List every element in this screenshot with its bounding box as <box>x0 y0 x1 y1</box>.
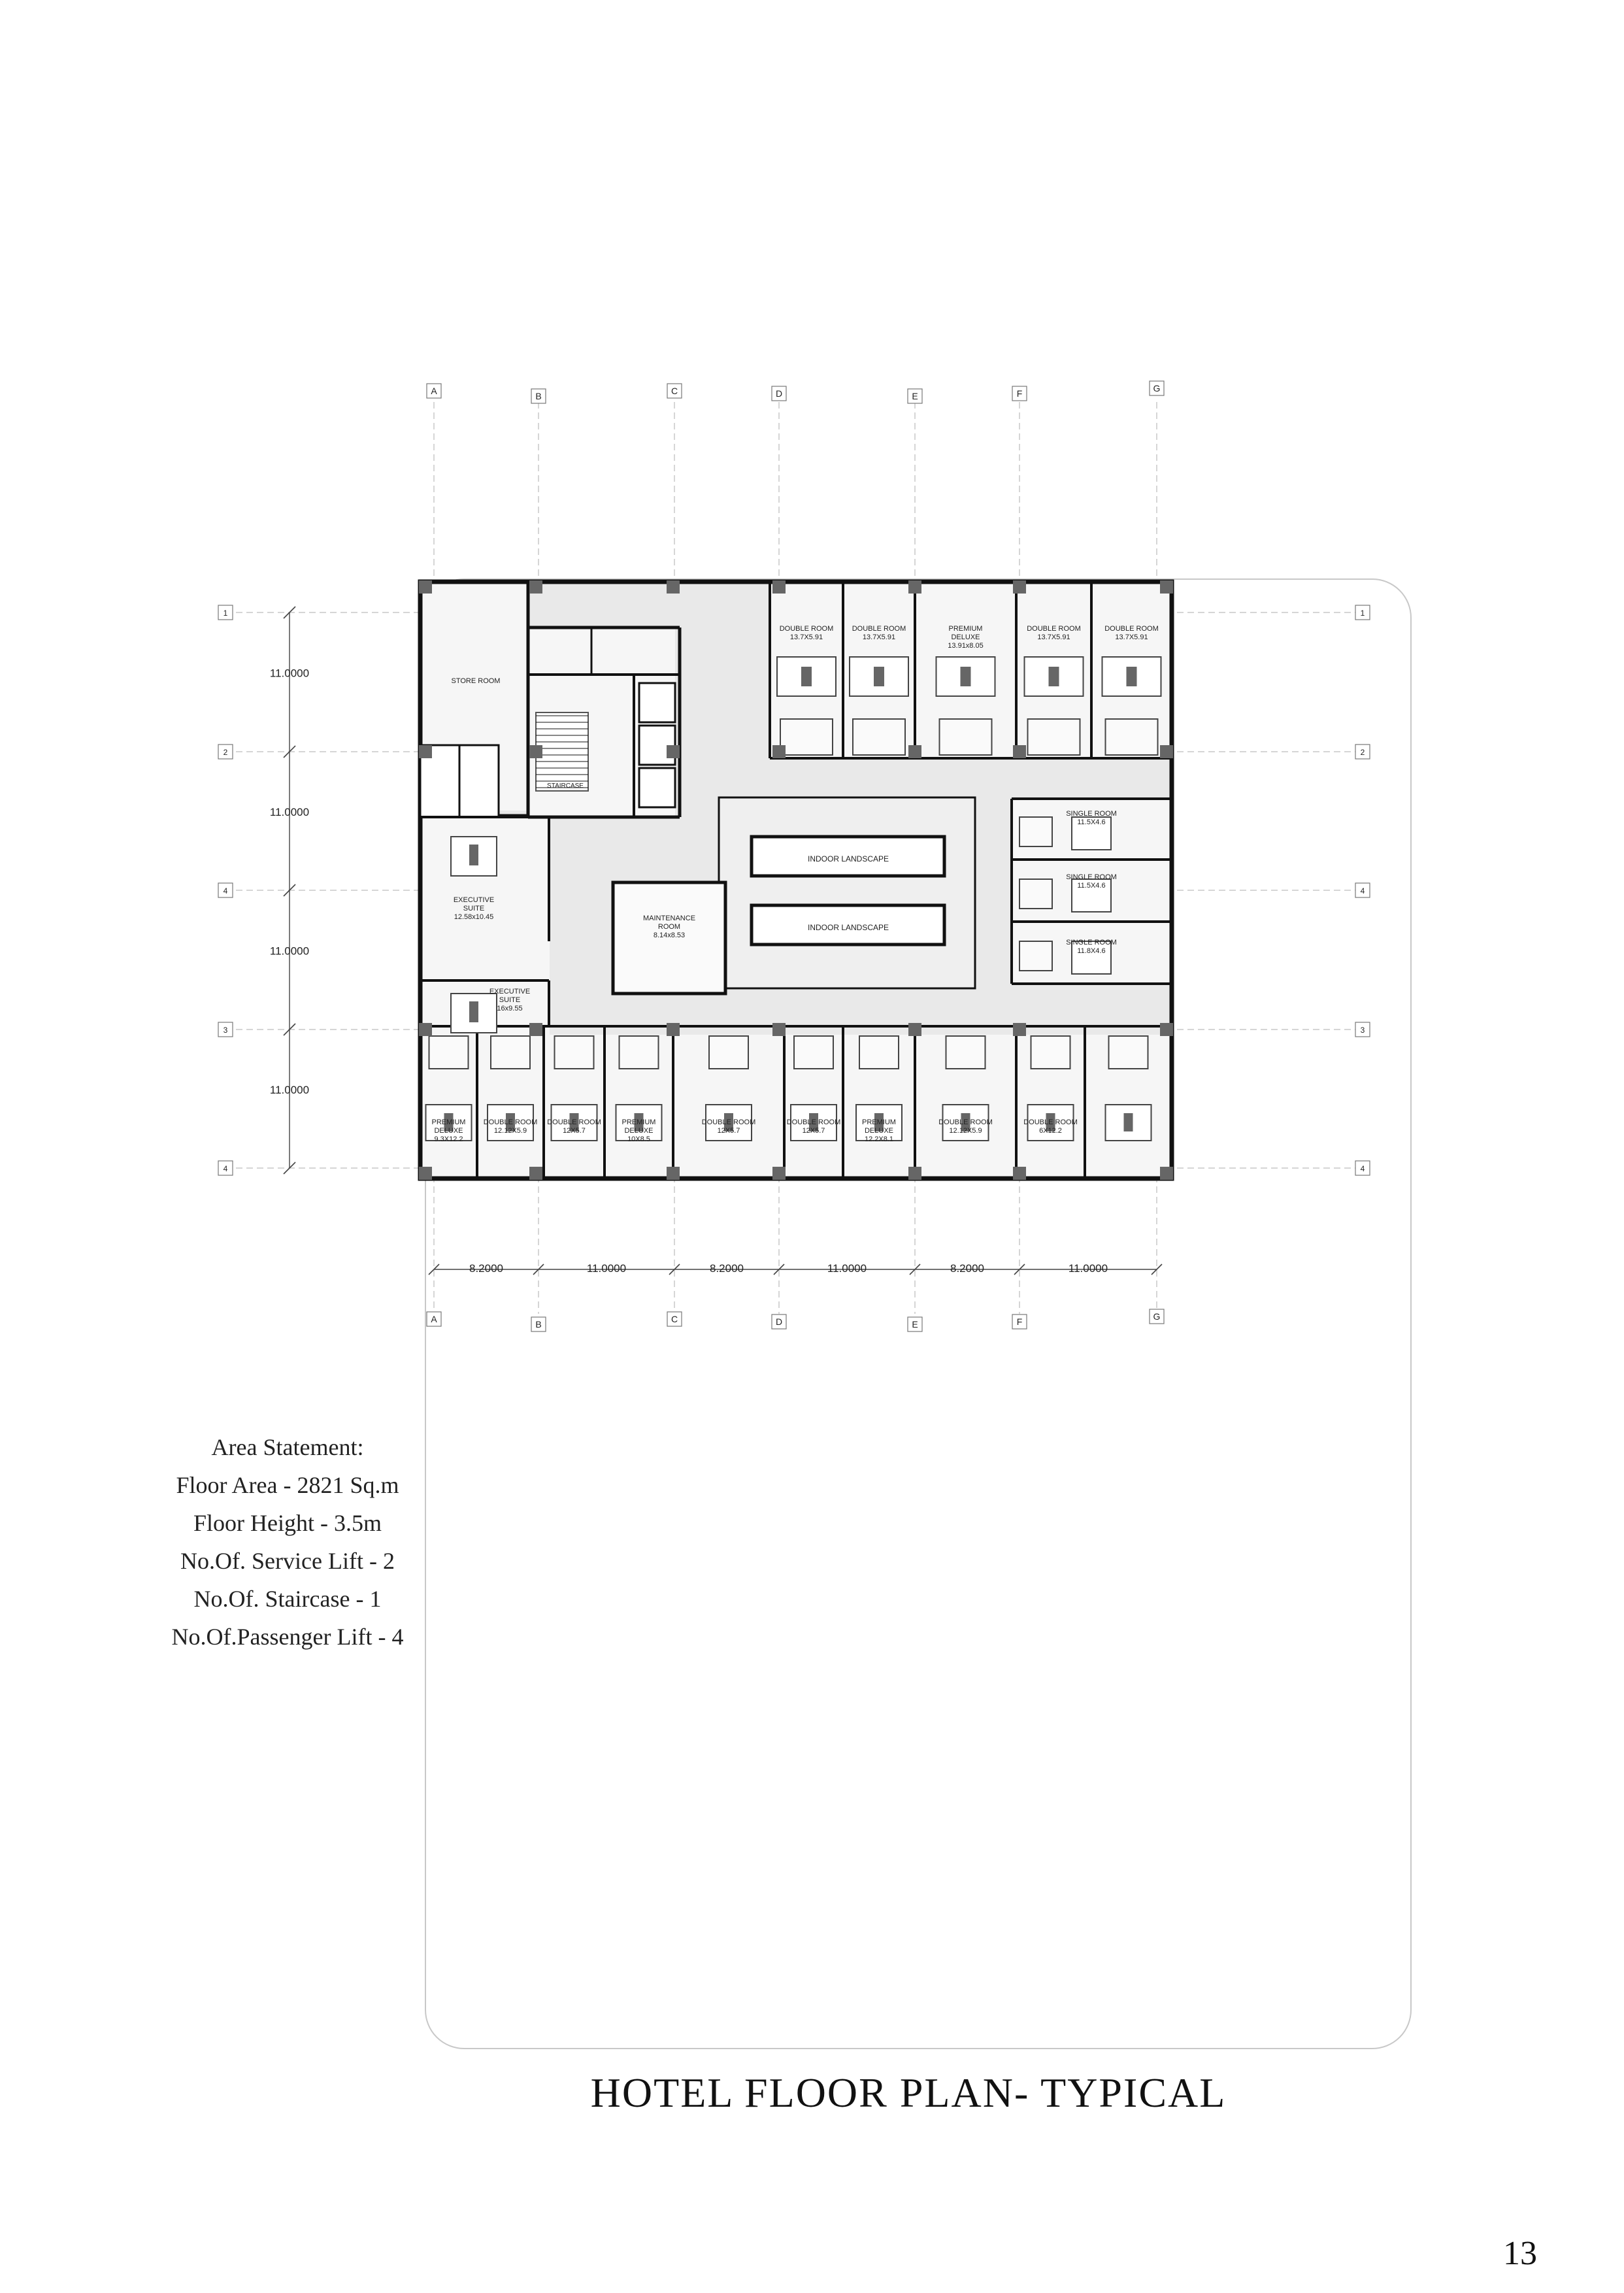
structural-column <box>1160 580 1173 594</box>
service-lift-count: No.Of. Service Lift - 2 <box>180 1548 395 1574</box>
grid-column-label: B <box>535 391 542 401</box>
grid-column-label: F <box>1016 388 1023 399</box>
executive-suite-label: EXECUTIVE <box>489 988 531 996</box>
single-room-label: 11.8X4.6 <box>1077 947 1106 955</box>
bed-pillow <box>1127 667 1137 686</box>
bottom-room-label: 12.2X8.1 <box>864 1135 894 1143</box>
dimension-label: 8.2000 <box>710 1262 744 1275</box>
bed-pillow <box>469 1001 478 1022</box>
bed-pillow <box>874 667 884 686</box>
top-room-label: DOUBLE ROOM <box>1027 625 1081 633</box>
page-number: 13 <box>1503 2235 1537 2272</box>
structural-column <box>1160 1023 1173 1036</box>
dimension-label: 8.2000 <box>950 1262 984 1275</box>
bathroom <box>794 1036 833 1069</box>
bottom-room-label: DOUBLE ROOM <box>786 1118 841 1126</box>
bed-pillow <box>469 845 478 865</box>
bathroom <box>859 1036 899 1069</box>
structural-column <box>667 1023 680 1036</box>
executive-suite-label: SUITE <box>499 996 521 1004</box>
dimension-label: 11.0000 <box>586 1262 627 1275</box>
structural-column <box>419 1023 432 1036</box>
bathroom <box>1028 719 1080 755</box>
executive-suite-label: SUITE <box>463 905 485 912</box>
dimension-label: 8.2000 <box>469 1262 503 1275</box>
grid-column-label: D <box>775 388 783 399</box>
bottom-room-label: DOUBLE ROOM <box>547 1118 601 1126</box>
grid-column-label: A <box>431 1314 437 1324</box>
single-room-label: 11.5X4.6 <box>1077 818 1106 826</box>
grid-column-label: E <box>912 1319 918 1330</box>
structural-column <box>772 1167 786 1180</box>
structural-column <box>419 580 432 594</box>
single-room-label: SINGLE ROOM <box>1066 873 1117 881</box>
floor-height: Floor Height - 3.5m <box>193 1510 382 1536</box>
area-statement-heading: Area Statement: <box>211 1434 364 1460</box>
structural-column <box>772 745 786 758</box>
bed-pillow <box>1124 1113 1133 1131</box>
bathroom <box>555 1036 594 1069</box>
grid-column-label: E <box>912 391 918 401</box>
top-room-label: PREMIUM <box>948 625 983 633</box>
executive-suite-label: 16x9.55 <box>497 1005 523 1013</box>
structural-column <box>529 1167 542 1180</box>
maintenance-room-label: MAINTENANCE <box>642 914 696 922</box>
drawing-title: HOTEL FLOOR PLAN- TYPICAL <box>590 2069 1227 2116</box>
top-room-label: DOUBLE ROOM <box>852 625 906 633</box>
structural-column <box>667 580 680 594</box>
grid-row-label: 3 <box>1360 1026 1365 1035</box>
grid-row-label: 2 <box>223 748 228 757</box>
stair-flight <box>536 712 588 791</box>
top-room-label: DELUXE <box>951 633 980 641</box>
bottom-room-label: PREMIUM <box>621 1118 656 1126</box>
bathroom <box>1109 1036 1148 1069</box>
structural-column <box>772 580 786 594</box>
top-room-label: 13.7X5.91 <box>1115 633 1148 641</box>
dimension-label: 11.0000 <box>269 806 310 818</box>
structural-column <box>1160 1167 1173 1180</box>
bathroom <box>780 719 833 755</box>
bottom-room-label: DOUBLE ROOM <box>701 1118 756 1126</box>
grid-row-label: 4 <box>223 886 228 895</box>
structural-column <box>667 1167 680 1180</box>
floor-area: Floor Area - 2821 Sq.m <box>176 1472 399 1498</box>
structural-column <box>529 580 542 594</box>
structural-column <box>529 1023 542 1036</box>
store-room-label: STORE ROOM <box>451 677 501 685</box>
service-lift <box>459 745 499 817</box>
top-room-label: 13.7X5.91 <box>789 633 823 641</box>
bottom-room-label: DOUBLE ROOM <box>938 1118 993 1126</box>
grid-row-label: 3 <box>223 1026 228 1035</box>
top-room-label: 13.7X5.91 <box>1037 633 1070 641</box>
top-room-label: 13.7X5.91 <box>862 633 896 641</box>
grid-column-label: F <box>1016 1316 1023 1327</box>
bottom-room-label: DOUBLE ROOM <box>1023 1118 1078 1126</box>
structural-column <box>1013 580 1026 594</box>
single-room-label: SINGLE ROOM <box>1066 810 1117 818</box>
dimension-label: 11.0000 <box>1068 1262 1108 1275</box>
bathroom <box>940 719 992 755</box>
bottom-room-label: 12X5.7 <box>717 1127 740 1135</box>
dimension-label: 11.0000 <box>827 1262 867 1275</box>
staircase-count: No.Of. Staircase - 1 <box>193 1586 382 1612</box>
atrium <box>719 797 975 988</box>
grid-column-label: G <box>1153 383 1161 393</box>
passenger-lift-count: No.Of.Passenger Lift - 4 <box>171 1624 404 1650</box>
single-room-label: SINGLE ROOM <box>1066 939 1117 946</box>
grid-row-label: 1 <box>223 609 228 618</box>
bathroom <box>491 1036 530 1069</box>
bathroom <box>853 719 905 755</box>
structural-column <box>1013 1167 1026 1180</box>
grid-column-label: B <box>535 1319 542 1330</box>
structural-column <box>908 580 921 594</box>
bottom-room-label: PREMIUM <box>862 1118 896 1126</box>
bottom-room-label: 12.12X5.9 <box>493 1127 527 1135</box>
structural-column <box>1160 745 1173 758</box>
building-plan <box>419 580 1173 1180</box>
indoor-landscape-label: INDOOR LANDSCAPE <box>807 854 889 863</box>
passenger-lift <box>639 683 675 722</box>
grid-column-label: D <box>775 1316 783 1327</box>
bottom-room-label: 12X5.7 <box>802 1127 825 1135</box>
executive-suite-label: 12.58x10.45 <box>454 913 494 921</box>
bottom-room-label: 12X5.7 <box>563 1127 586 1135</box>
bathroom <box>429 1036 469 1069</box>
bed-pillow <box>961 667 971 686</box>
area-statement <box>118 1428 457 1656</box>
structural-column <box>419 745 432 758</box>
structural-column <box>529 745 542 758</box>
maintenance-room-label: 8.14x8.53 <box>653 931 686 939</box>
grid-row-label: 4 <box>1360 886 1365 895</box>
structural-column <box>908 745 921 758</box>
bottom-room-label: DOUBLE ROOM <box>483 1118 538 1126</box>
grid-row-label: 1 <box>1360 609 1365 618</box>
bottom-room-label: 12.12X5.9 <box>949 1127 982 1135</box>
executive-suite-label: EXECUTIVE <box>453 896 495 904</box>
bottom-room-label: PREMIUM <box>431 1118 466 1126</box>
grid-column-label: C <box>671 1314 678 1324</box>
structural-column <box>1013 745 1026 758</box>
bed-pillow <box>801 667 812 686</box>
bottom-room-label: DELUXE <box>864 1127 894 1135</box>
grid-row-label: 4 <box>223 1164 228 1173</box>
single-room-label: 11.5X4.6 <box>1077 882 1106 890</box>
grid-row-label: 2 <box>1360 748 1365 757</box>
bathroom <box>1019 941 1052 971</box>
structural-column <box>1013 1023 1026 1036</box>
bathroom <box>1019 879 1052 909</box>
bottom-room-label: 10X8.5 <box>627 1135 650 1143</box>
structural-column <box>908 1023 921 1036</box>
top-room-label: 13.91x8.05 <box>948 642 984 650</box>
structural-column <box>908 1167 921 1180</box>
bathroom <box>620 1036 659 1069</box>
dimension-label: 11.0000 <box>269 1084 310 1096</box>
passenger-lift <box>639 768 675 807</box>
bathroom <box>1106 719 1158 755</box>
bottom-room-label: DELUXE <box>624 1127 654 1135</box>
bottom-room-label: 6X12.2 <box>1039 1127 1062 1135</box>
grid-column-label: A <box>431 386 437 396</box>
bottom-room-label: DELUXE <box>434 1127 463 1135</box>
bathroom <box>946 1036 986 1069</box>
bottom-room-label: 9.3X12.2 <box>434 1135 463 1143</box>
dimension-label: 11.0000 <box>269 945 310 958</box>
bathroom <box>1019 817 1052 846</box>
structural-column <box>419 1167 432 1180</box>
bed-pillow <box>1049 667 1059 686</box>
top-room-label: DOUBLE ROOM <box>1104 625 1159 633</box>
structural-column <box>667 745 680 758</box>
grid-column-label: C <box>671 386 678 396</box>
maintenance-room-label: ROOM <box>657 923 681 931</box>
dimension-label: 11.0000 <box>269 667 310 680</box>
indoor-landscape-label: INDOOR LANDSCAPE <box>807 923 889 932</box>
grid-row-label: 4 <box>1360 1164 1365 1173</box>
top-room-label: DOUBLE ROOM <box>779 625 834 633</box>
bathroom <box>709 1036 748 1069</box>
structural-column <box>772 1023 786 1036</box>
grid-column-label: G <box>1153 1311 1161 1322</box>
staircase-label: STAIRCASE <box>547 782 584 790</box>
bathroom <box>1031 1036 1070 1069</box>
